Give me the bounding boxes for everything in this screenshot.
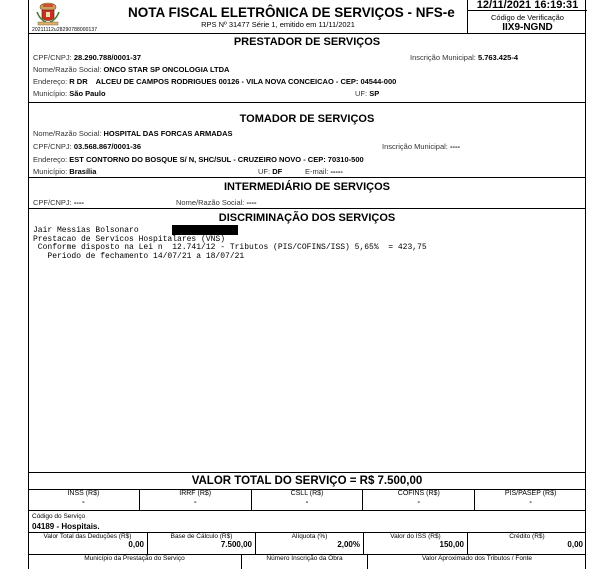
tomador-email — [305, 167, 343, 176]
tomador-cnpj — [33, 142, 141, 151]
tax-label: COFINS (R$) — [397, 490, 440, 497]
prestador-uf-label: UF: — [355, 89, 368, 98]
prestador-cnpj — [33, 53, 141, 62]
valores-row — [28, 533, 586, 554]
valor-value: 7.500,00 — [220, 540, 252, 549]
discriminacao-text: Jair Messias Bolsonaro Prestacao de Servicos Hospitalares (VNS) Conforme disposto na Lei n 12.741/12 - Tributos (PIS/COFINS/ISS) 5,65% = 423,75 Periodo de fechamento 14/07/21 a 18/07/21 — [33, 226, 427, 261]
tomador-uf-value: DF — [272, 167, 283, 176]
valor-value: 0,00 — [567, 540, 583, 549]
prestador-title: PRESTADOR DE SERVIÇOS — [233, 36, 381, 48]
valor-label: Base de Cálculo (R$) — [170, 533, 233, 540]
tax-csll — [252, 490, 364, 510]
valor-iss — [364, 533, 468, 554]
footer-label: Município da Prestação do Serviço — [84, 555, 185, 562]
prestador-mun-label: Município: — [33, 89, 68, 98]
tax-value: - — [305, 497, 309, 506]
document-subtitle: RPS Nº 31477 Série 1, emitido em 11/11/2021 — [201, 20, 355, 29]
prestador-im-label: Inscrição Municipal: — [410, 53, 476, 62]
prestador-nome-value: ONCO STAR SP ONCOLOGIA LTDA — [103, 65, 230, 74]
valor-aproximado — [368, 555, 586, 569]
tomador-nome-label: Nome/Razão Social: — [33, 129, 102, 138]
tomador-mun-label: Município: — [33, 167, 68, 176]
discriminacao-title: DISCRIMINAÇÃO DOS SERVIÇOS — [218, 212, 396, 224]
taxes-row — [28, 490, 586, 510]
intermediario-title: INTERMEDIÁRIO DE SERVIÇOS — [223, 181, 391, 193]
divider — [28, 510, 586, 511]
tax-label: CSLL (R$) — [290, 490, 324, 497]
intermediario-nome-value: ---- — [246, 198, 257, 207]
tax-pis-pasep — [475, 490, 586, 510]
intermediario-cnpj-label: CPF/CNPJ: — [33, 198, 72, 207]
valor-credito — [468, 533, 586, 554]
tax-value: - — [82, 497, 85, 506]
tomador-cnpj-label: CPF/CNPJ: — [33, 142, 72, 151]
divider — [28, 472, 586, 473]
tomador-cnpj-value: 03.568.867/0001-36 — [73, 142, 142, 151]
tomador-im-label: Inscrição Municipal: — [382, 142, 448, 151]
valor-base-calculo — [148, 533, 256, 554]
tomador-mun-value: Brasília — [69, 167, 97, 176]
intermediario-cnpj — [33, 198, 84, 207]
tax-irrf — [140, 490, 252, 510]
servico-label: Código do Serviço — [32, 513, 86, 520]
valor-total: VALOR TOTAL DO SERVIÇO = R$ 7.500,00 — [191, 475, 423, 487]
prestador-cnpj-value: 28.290.788/0001-37 — [73, 53, 142, 62]
valor-aliquota — [256, 533, 364, 554]
valor-value: 2,00% — [337, 540, 360, 549]
footer-label: Número Inscrição da Obra — [266, 555, 343, 562]
verification-label: Código de Verificação — [491, 13, 564, 22]
tax-value: - — [193, 497, 197, 506]
tomador-title: TOMADOR DE SERVIÇOS — [239, 113, 375, 125]
intermediario-nome-label: Nome/Razão Social: — [176, 198, 245, 207]
tax-value: - — [529, 497, 532, 506]
coat-of-arms-logo — [34, 0, 62, 26]
divider — [28, 102, 586, 103]
tax-label: INSS (R$) — [67, 490, 100, 497]
footer-row — [28, 555, 586, 569]
footer-label: Valor Aproximado dos Tributos / Fonte — [421, 555, 533, 562]
tomador-email-value: ----- — [330, 167, 343, 176]
valor-label: Valor do ISS (R$) — [390, 533, 441, 540]
tomador-uf-label: UF: — [258, 167, 271, 176]
numero-obra — [242, 555, 368, 569]
valor-value: 150,00 — [439, 540, 464, 549]
tomador-end-label: Endereço: — [33, 155, 68, 164]
prestador-uf-value: SP — [369, 89, 380, 98]
prestador-end-value: R DR ALCEU DE CAMPOS RODRIGUES 00126 - VILA NOVA CONCEICAO - CEP: 04544-000 — [69, 77, 397, 86]
valor-value: 0,00 — [128, 540, 144, 549]
divider — [28, 177, 586, 178]
tomador-nome — [33, 129, 233, 138]
tomador-im-value: ---- — [449, 142, 460, 151]
tomador-end-value: EST CONTORNO DO BOSQUE S/ N, SHC/SUL - CRUZEIRO NOVO - CEP: 70310-500 — [69, 155, 364, 164]
valor-deducoes — [28, 533, 148, 554]
prestador-uf — [355, 89, 379, 98]
tomador-email-label: E-mail: — [305, 167, 329, 176]
intermediario-nome — [176, 198, 256, 207]
servico-value: 04189 - Hospitais. — [32, 522, 100, 531]
prestador-municipio — [33, 89, 106, 98]
emission-datetime: 12/11/2021 16:19:31 — [468, 0, 587, 11]
valor-label: Valor Total das Deduções (R$) — [43, 533, 132, 540]
redaction-bar — [172, 225, 238, 235]
document-title: NOTA FISCAL ELETRÔNICA DE SERVIÇOS - NFS-e — [128, 5, 455, 20]
tax-value: - — [417, 497, 421, 506]
tomador-municipio — [33, 167, 96, 176]
prestador-im-value: 5.763.425-4 — [477, 53, 518, 62]
tax-label: IRRF (R$) — [179, 490, 212, 497]
logo-code: 20211112u28290788000137 — [32, 27, 98, 33]
tomador-im — [382, 142, 460, 151]
prestador-end-label: Endereço: — [33, 77, 68, 86]
header — [28, 0, 586, 34]
header-verification-box — [467, 0, 586, 34]
tomador-nome-value: HOSPITAL DAS FORCAS ARMADAS — [103, 129, 233, 138]
tomador-uf — [258, 167, 282, 176]
prestador-nome-label: Nome/Razão Social: — [33, 65, 102, 74]
tomador-endereco — [33, 155, 364, 164]
verification-code: IIX9-NGND — [502, 22, 553, 33]
valor-label: Crédito (R$) — [509, 533, 545, 540]
intermediario-cnpj-value: ---- — [73, 198, 84, 207]
tax-label: PIS/PASEP (R$) — [504, 490, 557, 497]
prestador-im — [410, 53, 518, 62]
prestador-mun-value: São Paulo — [69, 89, 106, 98]
prestador-cnpj-label: CPF/CNPJ: — [33, 53, 72, 62]
tax-cofins — [363, 490, 475, 510]
prestador-nome — [33, 65, 229, 74]
valor-label: Alíquota (%) — [291, 533, 328, 540]
divider — [28, 208, 586, 209]
prestador-endereco — [33, 77, 396, 86]
tax-inss — [28, 490, 140, 510]
municipio-prestacao — [28, 555, 242, 569]
